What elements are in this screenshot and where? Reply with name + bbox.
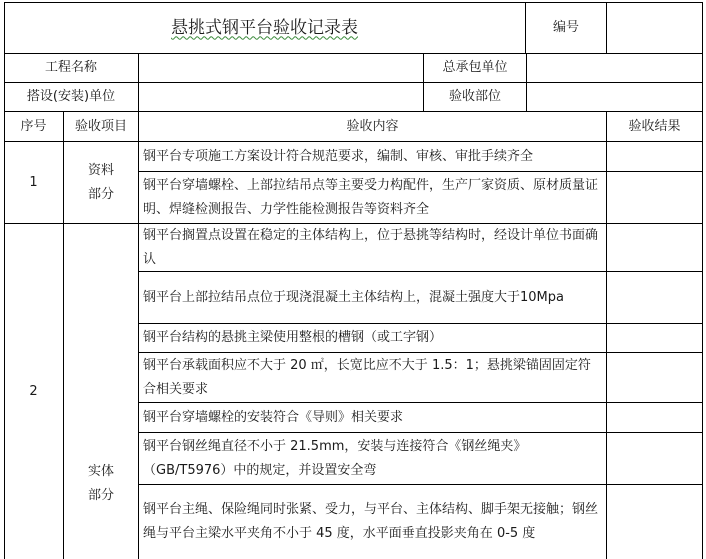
erection-unit-label: 搭设(安装)单位 — [4, 83, 139, 112]
column-header-item: 验收项目 — [64, 112, 139, 142]
inspection-part-label: 验收部位 — [424, 83, 527, 112]
inspection-result[interactable] — [607, 172, 703, 224]
number-label: 编号 — [526, 2, 607, 54]
inspection-result[interactable] — [607, 433, 703, 485]
inspection-part-value[interactable] — [527, 83, 703, 112]
group-item-line: 部分 — [87, 186, 114, 202]
inspection-result[interactable] — [607, 403, 703, 433]
inspection-result[interactable] — [607, 353, 703, 403]
project-name-value[interactable] — [139, 54, 424, 83]
inspection-content: 钢平台结构的悬挑主梁使用整根的槽钢（或工字钢） — [139, 324, 607, 353]
column-header-content: 验收内容 — [139, 112, 607, 142]
group-item-line: 实体 — [87, 464, 114, 479]
inspection-content: 钢平台专项施工方案设计符合规范要求，编制、审核、审批手续齐全 — [139, 142, 607, 172]
group-item-line: 部分 — [87, 488, 114, 503]
group-seq: 2 — [4, 224, 64, 559]
inspection-content: 钢平台穿墙螺栓的安装符合《导则》相关要求 — [139, 403, 607, 433]
inspection-result[interactable] — [607, 142, 703, 172]
inspection-content: 钢平台主绳、保险绳同时张紧、受力，与平台、主体结构、脚手架无接触；钢丝绳与平台主梁水平夹角不小于 45 度，水平面垂直投影夹角在 0-5 度 — [139, 485, 607, 559]
number-value[interactable] — [607, 2, 703, 54]
project-name-label: 工程名称 — [4, 54, 139, 83]
column-header-result: 验收结果 — [607, 112, 703, 142]
inspection-content: 钢平台穿墙螺栓、上部拉结吊点等主要受力构配件，生产厂家资质、原材质量证明、焊缝检测报告、力学性能检测报告等资料齐全 — [139, 172, 607, 224]
form-title: 悬挑式钢平台验收记录表 — [4, 2, 526, 54]
inspection-result[interactable] — [607, 324, 703, 353]
inspection-content: 钢平台钢丝绳直径不小于 21.5mm，安装与连接符合《钢丝绳夹》（GB/T5976）中的规定，并设置安全弯 — [139, 433, 607, 485]
general-contractor-value[interactable] — [527, 54, 703, 83]
group-item-line: 资料 — [87, 162, 114, 178]
inspection-result[interactable] — [607, 272, 703, 324]
inspection-content: 钢平台承载面积应不大于 20 ㎡，长宽比应不大于 1.5：1；悬挑梁锚固固定符合相关要求 — [139, 353, 607, 403]
group-seq: 1 — [4, 142, 64, 224]
erection-unit-value[interactable] — [139, 83, 424, 112]
group-item — [64, 224, 139, 559]
inspection-content: 钢平台搁置点设置在稳定的主体结构上，位于悬挑等结构时，经设计单位书面确认 — [139, 224, 607, 272]
general-contractor-label: 总承包单位 — [424, 54, 527, 83]
column-header-seq: 序号 — [4, 112, 64, 142]
group-item — [64, 142, 139, 224]
inspection-result[interactable] — [607, 485, 703, 559]
inspection-content: 钢平台上部拉结吊点位于现浇混凝土主体结构上，混凝土强度大于10Mpa — [139, 272, 607, 324]
inspection-result[interactable] — [607, 224, 703, 272]
